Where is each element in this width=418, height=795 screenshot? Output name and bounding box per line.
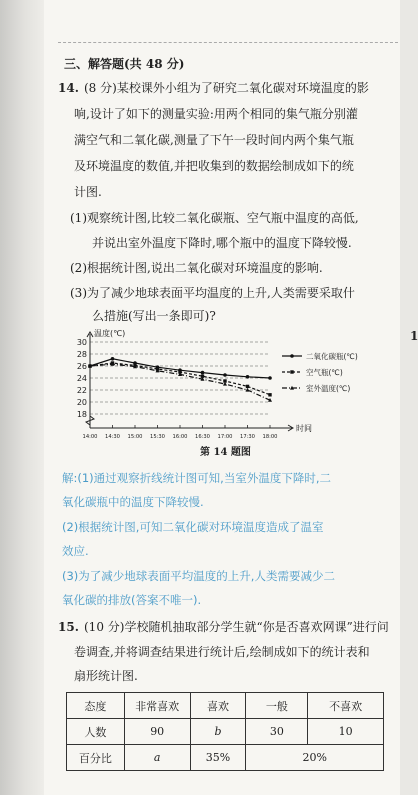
data-point bbox=[111, 357, 115, 361]
data-point bbox=[223, 373, 227, 377]
y-tick-label: 18 bbox=[76, 410, 87, 419]
data-point bbox=[246, 375, 250, 379]
answer-line-1: 解:(1)通过观察折线统计图可知,当室外温度下降时,二 bbox=[62, 471, 331, 485]
table-cell: 10 bbox=[308, 719, 384, 745]
q14-sub2: (2)根据统计图,说出二氧化碳对环境温度的影响. bbox=[70, 261, 323, 275]
legend-label: 二氧化碳瓶(℃) bbox=[306, 352, 358, 361]
legend-label: 室外温度(℃) bbox=[306, 384, 351, 393]
table-cell: b bbox=[190, 719, 246, 745]
q14-sub1-line-1: (1)观察统计图,比较二氧化碳瓶、空气瓶中温度的高低, bbox=[70, 211, 359, 225]
y-tick-label: 20 bbox=[76, 398, 87, 407]
facing-page-edge bbox=[400, 0, 418, 795]
x-tick-label: 14:00 bbox=[82, 434, 98, 440]
data-point bbox=[268, 393, 271, 396]
q14-line-4: 及环境温度的数值,并把收集到的数据绘制成如下的统 bbox=[74, 159, 354, 173]
q15-line-2: 卷调查,并将调查结果进行统计后,绘制成如下的统计表和 bbox=[74, 645, 370, 659]
table-row bbox=[67, 745, 384, 771]
legend-marker bbox=[290, 354, 294, 358]
answer-line-5: (3)为了减少地球表面平均温度的上升,人类需要减少二 bbox=[62, 569, 335, 583]
table-cell: 90 bbox=[124, 719, 190, 745]
legend-marker bbox=[290, 370, 293, 373]
q14-line-1: (8 分)某校课外小组为了研究二氧化碳对环境温度的影 bbox=[84, 81, 369, 95]
x-tick-label: 17:00 bbox=[217, 434, 233, 440]
y-tick-label: 22 bbox=[76, 386, 87, 395]
x-tick-label: 14:30 bbox=[105, 434, 120, 440]
top-divider bbox=[58, 42, 398, 43]
survey-table bbox=[66, 692, 384, 771]
table-cell: a bbox=[124, 745, 190, 771]
table-header-cell: 喜欢 bbox=[190, 693, 246, 719]
table-cell: 30 bbox=[246, 719, 308, 745]
y-tick-label: 28 bbox=[76, 350, 87, 359]
page-number: 1 bbox=[410, 329, 418, 343]
book-binding-shadow bbox=[0, 0, 44, 795]
legend-label: 空气瓶(℃) bbox=[306, 368, 343, 377]
x-tick-label: 18:00 bbox=[262, 434, 278, 440]
temperature-line-chart bbox=[60, 328, 400, 440]
x-tick-label: 16:30 bbox=[195, 434, 210, 440]
table-cell: 百分比 bbox=[67, 745, 125, 771]
y-tick-label: 24 bbox=[76, 374, 87, 383]
q14-sub1-line-2: 并说出室外温度下降时,哪个瓶中的温度下降较慢. bbox=[92, 236, 352, 250]
table-cell-merged: 20% bbox=[246, 745, 384, 771]
q14-line-3: 满空气和二氧化碳,测量了下午一段时间内两个集气瓶 bbox=[74, 133, 354, 147]
answer-line-4: 效应. bbox=[62, 544, 89, 558]
y-tick-label: 30 bbox=[76, 338, 87, 347]
q14-line-5: 计图. bbox=[74, 185, 102, 199]
table-header-cell: 态度 bbox=[67, 693, 125, 719]
q15-number: 15. bbox=[58, 620, 79, 634]
table-cell: 人数 bbox=[67, 719, 125, 745]
q14-sub3-line-1: (3)为了减少地球表面平均温度的上升,人类需要采取什 bbox=[70, 286, 355, 300]
answer-line-2: 氧化碳瓶中的温度下降较慢. bbox=[62, 495, 204, 509]
q14-line-2: 响,设计了如下的测量实验:用两个相同的集气瓶分别灌 bbox=[74, 107, 358, 121]
data-point bbox=[246, 385, 249, 388]
x-tick-label: 17:30 bbox=[240, 434, 255, 440]
data-point bbox=[268, 376, 272, 380]
y-tick-label: 26 bbox=[76, 362, 87, 371]
q15-line-1: (10 分)学校随机抽取部分学生就“你是否喜欢网课”进行问 bbox=[84, 620, 389, 634]
table-header-cell: 不喜欢 bbox=[308, 693, 384, 719]
answer-line-3: (2)根据统计图,可知二氧化碳对环境温度造成了温室 bbox=[62, 520, 324, 534]
x-axis-label: 时间 bbox=[296, 424, 312, 433]
y-axis-label: 温度(℃) bbox=[94, 329, 126, 338]
answer-line-6: 氧化碳的排放(答案不唯一). bbox=[62, 593, 202, 607]
q15-line-3: 扇形统计图. bbox=[74, 669, 138, 683]
figure-caption: 第 14 题图 bbox=[200, 447, 251, 458]
x-tick-label: 16:00 bbox=[172, 434, 188, 440]
section-title: 三、解答题(共 48 分) bbox=[64, 57, 185, 71]
data-point bbox=[201, 371, 205, 375]
q14-sub3-line-2: 么措施(写出一条即可)? bbox=[92, 309, 216, 323]
x-tick-label: 15:00 bbox=[127, 434, 143, 440]
x-tick-label: 15:30 bbox=[150, 434, 165, 440]
q14-number: 14. bbox=[58, 81, 79, 95]
table-row bbox=[67, 693, 384, 719]
table-header-cell: 非常喜欢 bbox=[124, 693, 190, 719]
table-header-cell: 一般 bbox=[246, 693, 308, 719]
table-cell: 35% bbox=[190, 745, 246, 771]
table-row bbox=[67, 719, 384, 745]
